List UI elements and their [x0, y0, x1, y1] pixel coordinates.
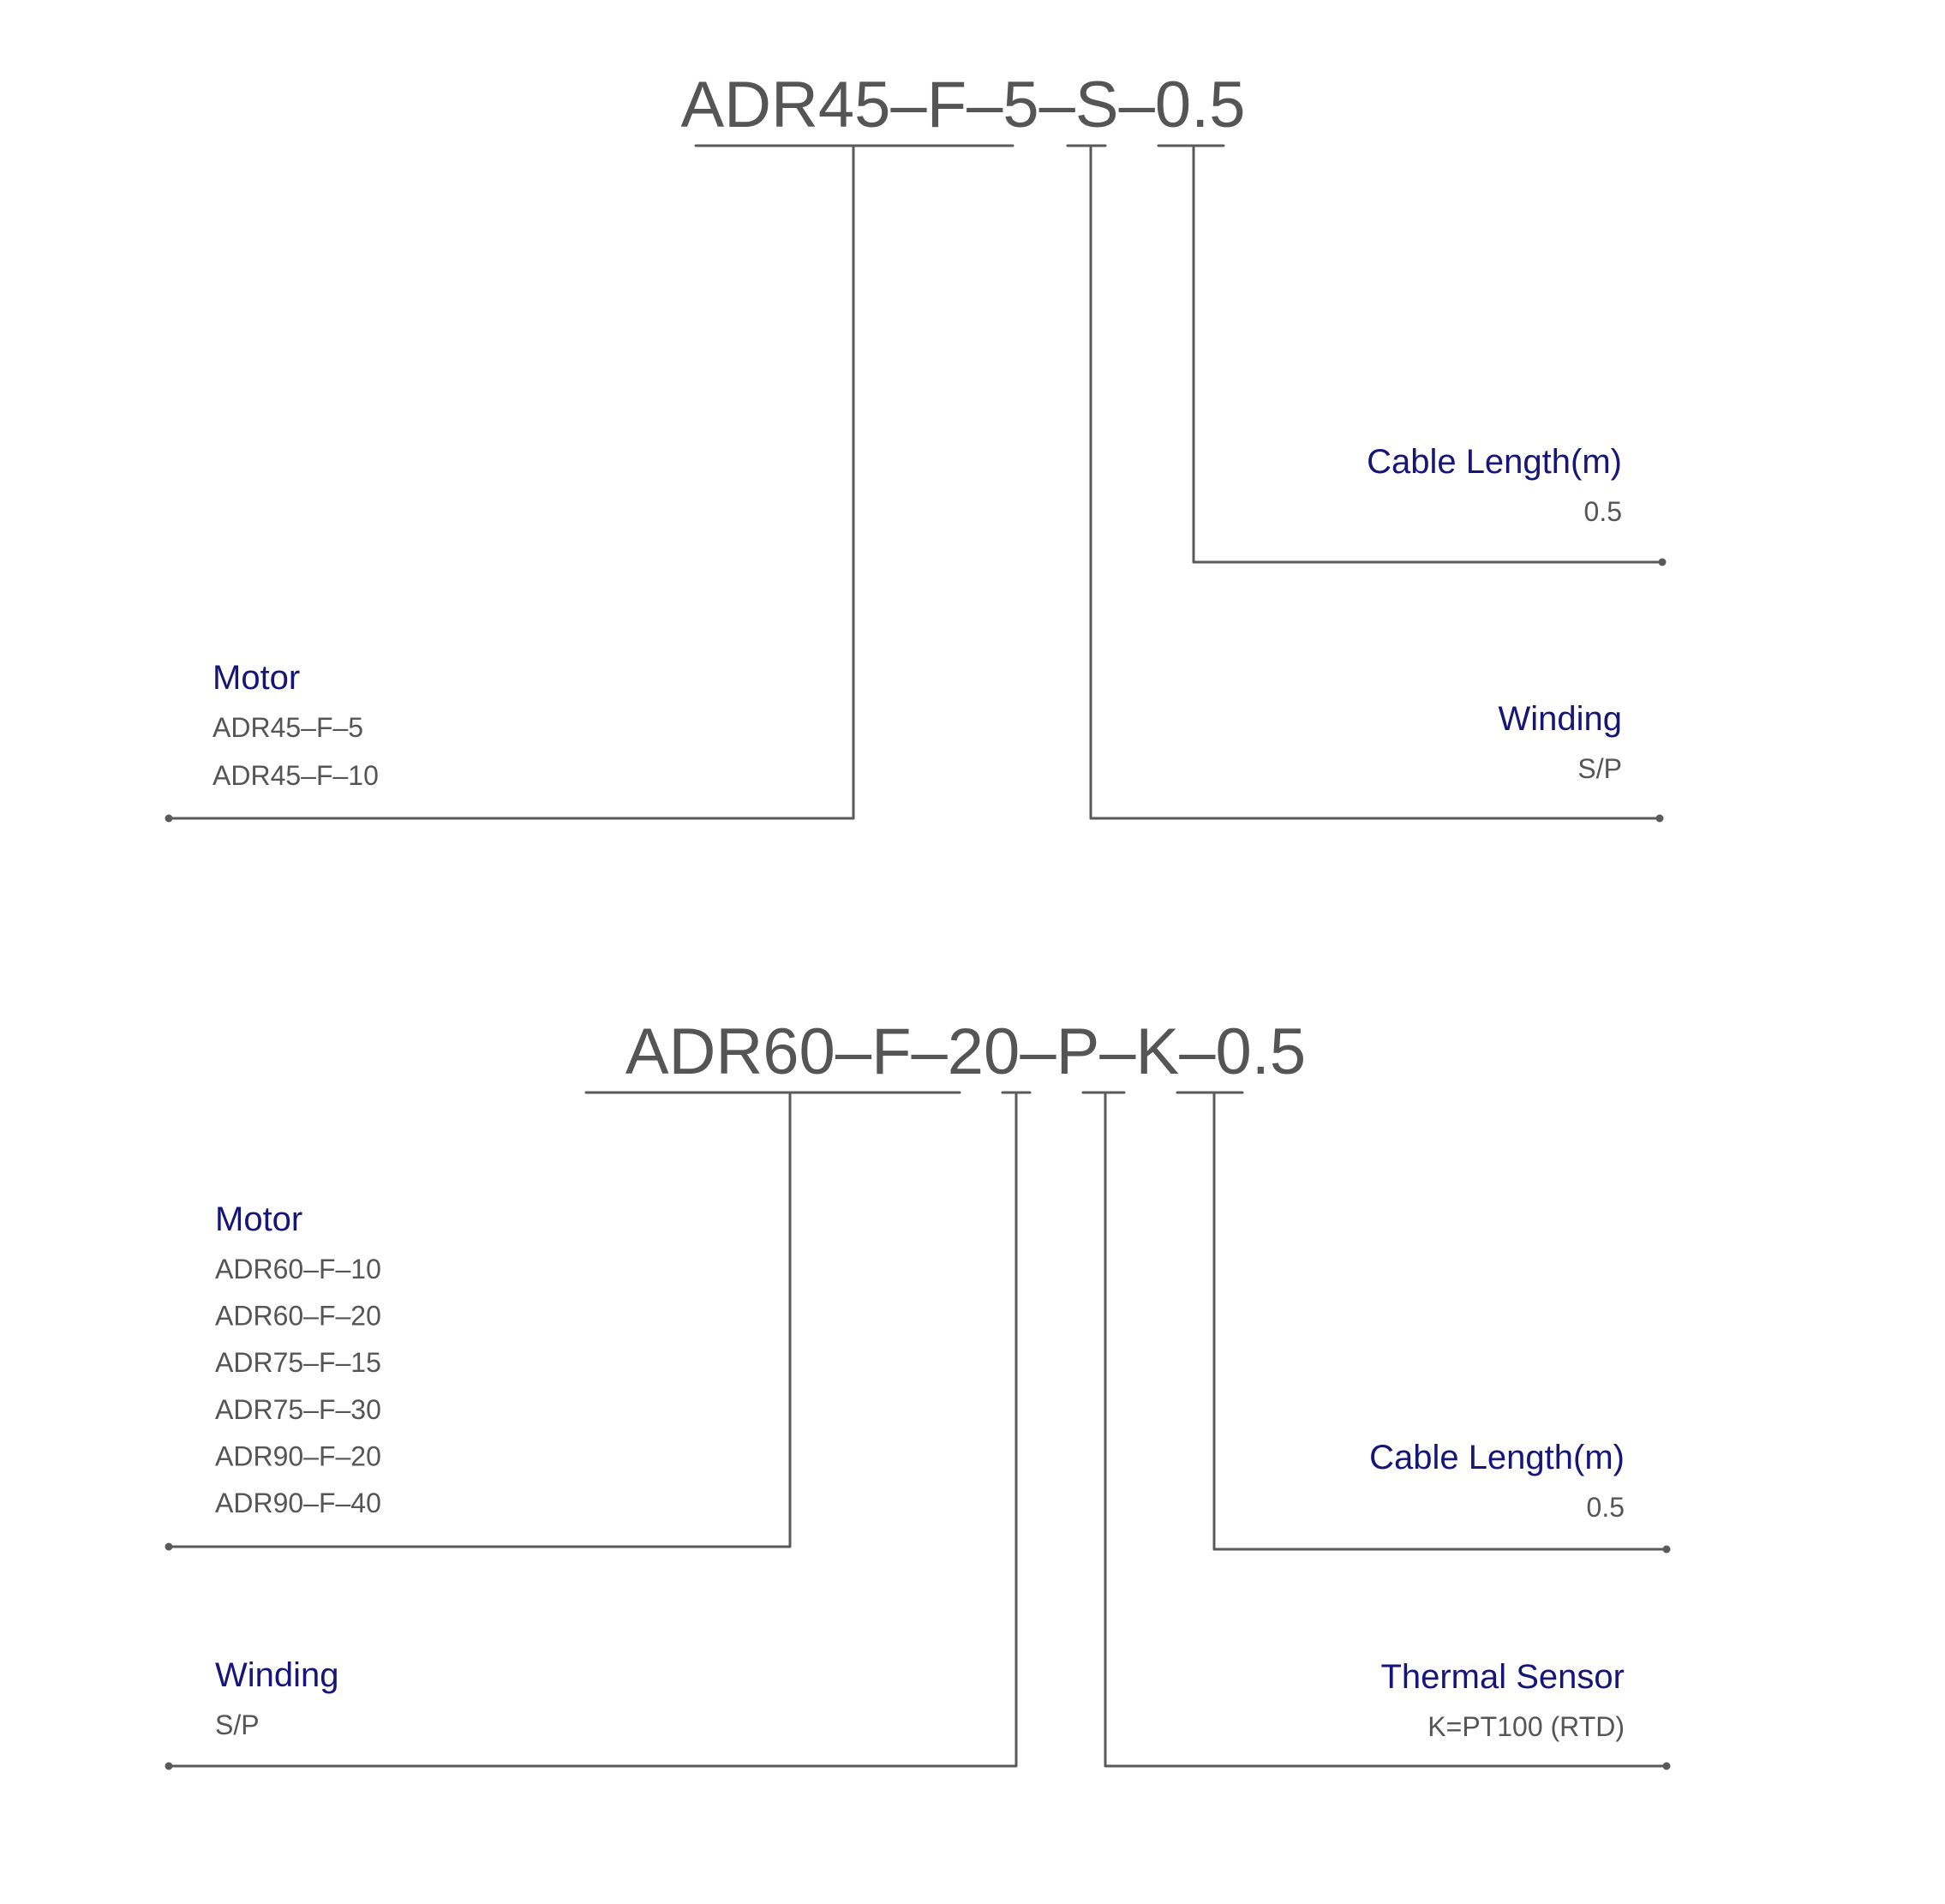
connector-end-dot — [165, 1543, 173, 1551]
section-value: S/P — [215, 1709, 260, 1740]
section-title: Cable Length(m) — [1369, 1439, 1625, 1476]
section-value: ADR90–F–20 — [215, 1440, 381, 1472]
code-breakdown-2 — [165, 1015, 1671, 1770]
section-value: 0.5 — [1583, 496, 1622, 527]
code-breakdown-1 — [165, 69, 1667, 823]
section-value: ADR45–F–10 — [212, 760, 379, 791]
section-value: ADR90–F–40 — [215, 1488, 381, 1518]
section-value: ADR75–F–15 — [215, 1347, 381, 1379]
section-value: ADR75–F–30 — [215, 1393, 381, 1425]
section-cable-length — [1194, 146, 1667, 566]
section-value: S/P — [1577, 753, 1622, 784]
section-cable-length — [1214, 1093, 1671, 1554]
section-motor — [165, 146, 854, 823]
section-title: Motor — [215, 1200, 303, 1238]
section-value: K=PT100 (RTD) — [1427, 1711, 1625, 1742]
connector-line — [1214, 1093, 1667, 1549]
section-winding — [165, 1093, 1017, 1770]
section-winding — [1091, 146, 1664, 823]
section-thermal-sensor — [1105, 1093, 1671, 1770]
connector-end-dot — [1663, 1763, 1671, 1770]
section-title: Motor — [212, 659, 301, 697]
connector-end-dot — [1663, 1546, 1671, 1554]
section-value: ADR60–F–20 — [215, 1300, 381, 1332]
section-value: 0.5 — [1586, 1492, 1625, 1523]
connector-end-dot — [165, 1763, 173, 1770]
section-value: ADR60–F–10 — [215, 1254, 381, 1284]
section-title: Cable Length(m) — [1367, 443, 1622, 481]
ordering-code: ADR45–F–5–S–0.5 — [680, 69, 1246, 141]
section-title: Winding — [1498, 700, 1622, 738]
section-title: Thermal Sensor — [1380, 1658, 1625, 1696]
connector-end-dot — [165, 815, 173, 823]
section-motor — [165, 1093, 791, 1551]
section-title: Winding — [215, 1656, 339, 1694]
connector-end-dot — [1659, 559, 1667, 566]
section-value: ADR45–F–5 — [212, 712, 364, 743]
connector-end-dot — [1656, 815, 1664, 823]
ordering-code: ADR60–F–20–P–K–0.5 — [625, 1015, 1307, 1088]
